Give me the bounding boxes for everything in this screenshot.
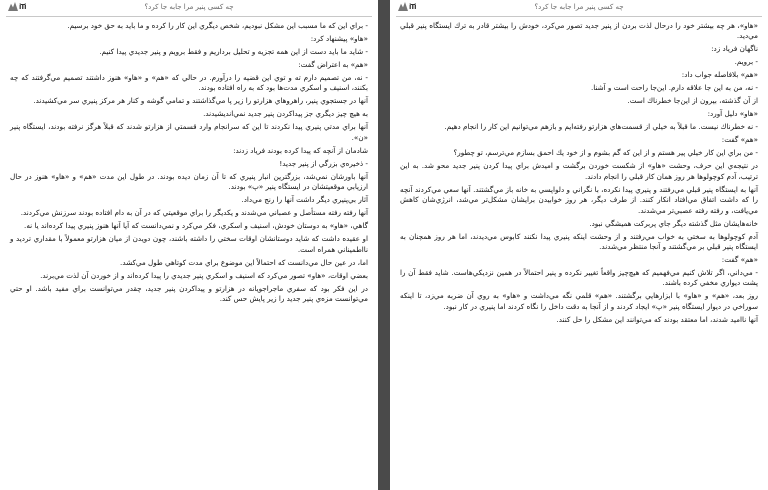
paragraph: «هم» بلافاصله جواب داد: [681, 70, 758, 80]
paragraph: آنها براي مدتي پنيري پيدا نكردند تا اين كه سرانجام وارد قسمتي از هزارتو شدند كه قبلاً هرگز نرفته بودند، ايستگاه پنير «ن». [10, 122, 368, 142]
right-page [390, 0, 768, 490]
paragraph: ناگهان فرياد زد: [711, 44, 758, 54]
paragraph: آدم كوچولوها به سختي به خواب مي‌رفتند و از وحشت اينكه پنيري پيدا نكنند كابوس مي‌ديدند، اما هر روز همچنان به ايستگاه پنير قبلي بر مي‌گشتند و آنجا منتظر مي‌شدند. [400, 231, 758, 252]
paragraph: آنها در جستجوي پنير، راهروهاي هزارتو را زير پا مي‌گذاشتند و تمامي گوشه و كنار هر مركز پنيري سر مي‌كشيدند. [33, 96, 368, 106]
page-header [6, 0, 372, 17]
paragraph: او عقيده داشت كه شايد دوستانشان اوقات سختي را داشته باشند، چون دويدن از ميان هزارتو معمولاً با مقداري ترديد و نااطميناني همراه است. [10, 234, 368, 254]
paragraph: - براي اين كه ما مسبب اين مشكل نبوديم، شخص ديگري اين كار را كرده و ما بايد به حق خود برسيم. [67, 21, 368, 30]
paragraph: گاهي، «هاو» به دوستان خودش، اسنيف و اسكري، فكر مي‌كرد و نمي‌دانست كه آيا آنها هنوز پنيري پيدا كرده‌اند يا نه. [24, 221, 368, 231]
paragraph: - نه خطرناك نيست. ما قبلاً به خيلي از قسمت‌هاي هزارتو رفته‌ايم و بازهم مي‌توانيم اين كار را انجام دهيم. [444, 122, 758, 132]
header-title: چه کسی پنیر مرا جابه جا کرد؟ [534, 3, 624, 11]
paragraph: آنها نااميد شدند، اما معتقد بودند كه مي‌توانند اين مشكل را حل كنند. [556, 314, 758, 324]
paragraph: اما، در عين حال مي‌دانست كه احتمالاً اين موضوع براي مدت كوتاهي طول مي‌كشد. [120, 257, 368, 267]
logo-text: iTi [19, 2, 26, 11]
page-header [396, 0, 762, 17]
paragraph: - ذخيره‌ي بزرگي از پنير جديد! [279, 158, 368, 168]
page-content [0, 17, 378, 304]
paragraph: «هم» گفت: [721, 135, 758, 145]
paragraph: «هاو» دليل آورد: [707, 109, 758, 119]
page-divider [378, 0, 390, 490]
paragraph: «هاو» پيشنهاد كرد: [310, 34, 368, 43]
header-title: چه کسی پنیر مرا جابه جا کرد؟ [144, 3, 234, 11]
paragraph: - نه، من به اين جا علاقه دارم. اين‌جا راحت است و آشنا. [590, 83, 758, 93]
paragraph: شادمان از آنچه كه پيدا كرده بودند فرياد زدند: [233, 145, 368, 155]
paragraph: بعضي اوقات، «هاو» تصور مي‌كرد كه اسنيف و اسكري پنير جديدي را پيدا كرده‌اند و از خوردن آن لذت مي‌برند. [40, 270, 368, 280]
logo-text: iTi [409, 2, 416, 11]
paragraph: «هم» به اعتراض گفت: [298, 60, 368, 69]
paragraph: - مي‌داني، اگر تلاش كنيم مي‌فهميم كه هيچ‌چيز واقعاً تغيير نكرده و پنير احتمالاً در همين نزديكي‌هاست. شايد فقط آن را پشت ديواري مخفي كرده باشند. [400, 268, 758, 288]
page-content [390, 17, 768, 325]
paragraph: آنها رفته رفته مستأصل و عصباني مي‌شدند و يكديگر را براي موقعيتي كه در آن به دام افتاده بودند سرزنش مي‌كردند. [20, 208, 368, 218]
left-page [0, 0, 378, 490]
paragraph: - نه، من تصميم دارم ته و توي اين قضيه را درآورم. در حالي كه «هم» و «هاو» هنوز داشتند تصميم مي‌گرفتند كه چه بكنند، اسنيف و اسكري مدت‌ها بود كه به راه افتاده بودند. [10, 73, 368, 93]
paragraph: روز بعد، «هم» و «هاو» با ابزارهايي برگشتند. «هم» قلمي نگه مي‌داشت و «هاو» به روي آن ضربه مي‌زد، تا اينكه سوراخي در ديوار ايستگاه پنير «پ» ايجاد كردند و از آنجا به دقت داخل را نگاه كردند اما پنيري در كار نبود. [400, 291, 758, 311]
paragraph: «هاو»، هر چه بيشتر خود را درحال لذت بردن از پنير جديد تصور مي‌كرد، خودش را بيشتر قادر به ترك ايستگاه پنير قبلي مي‌ديد. [400, 21, 758, 41]
paragraph: در نتيجه‌ي اين حرف، وحشت «هاو» از شكست خوردن برگشت و اميدش براي پيدا كردن پنير جديد محو شد. به اين ترتيب، آدم كوچولوها هر روز همان كار قبلي را انجام دادند. [400, 161, 758, 181]
paragraph: آنها به ايستگاه پنير قبلي مي‌رفتند و پنيري پيدا نكرده، با نگراني و دلواپسي به خانه باز مي‌گشتند. آنها سعي مي‌كردند آنچه را كه داشت اتفاق مي‌افتاد انكار كنند. از طرف ديگر، هر روز خوابيدن برايشان مشكل‌تر مي‌شد، انرژي‌شان كاهش مي‌يافت، و رفته رفته عصبي‌تر مي‌شدند. [400, 184, 758, 215]
logo [398, 2, 416, 11]
paragraph: - برويم. [734, 57, 758, 67]
logo-icon [398, 2, 408, 11]
paragraph: به هيچ چيز ديگري جز پيداكردن پنير جديد نمي‌انديشيدند. [203, 109, 368, 119]
paragraph: «هم» گفت: [721, 255, 758, 265]
paragraph: خانه‌هايشان مثل گذشته ديگر جاي پربركت هميشگي نبود. [589, 218, 758, 228]
paragraph: - شايد ما بايد دست از اين همه تجزيه و تحليل برداريم و فقط برويم و پنير جديدي پيدا كنيم. [99, 47, 368, 56]
paragraph: از آن گذشته، بيرون از اين‌جا خطرناك است. [627, 96, 758, 106]
paragraph: آنها باورشان نمي‌شد، بزرگترين انبار پنيري كه تا آن زمان ديده بودند. در طول اين مدت «هم» و «هاو» هنوز در حال ارزيابي موقعيتشان در ايستگاه پنير «پ» بودند. [10, 171, 368, 192]
paragraph: آثار بي‌پنيري ديگر داشت آنها را رنج مي‌داد. [241, 195, 368, 205]
logo [8, 2, 26, 11]
logo-icon [8, 2, 18, 11]
paragraph: - من براي اين كار خيلي پير هستم و از اين كه گم بشوم و از خود يك احمق بسازم مي‌ترسم، تو چطور؟ [453, 148, 758, 158]
paragraph: در اين فكر بود كه سفري ماجراجويانه در هزارتو و پيداكردن پنير جديد، چقدر مي‌توانست براي مفيد باشد. او حتي مي‌توانست مزه‌ي پنير جديد را زير پايش حس كند. [10, 283, 368, 304]
